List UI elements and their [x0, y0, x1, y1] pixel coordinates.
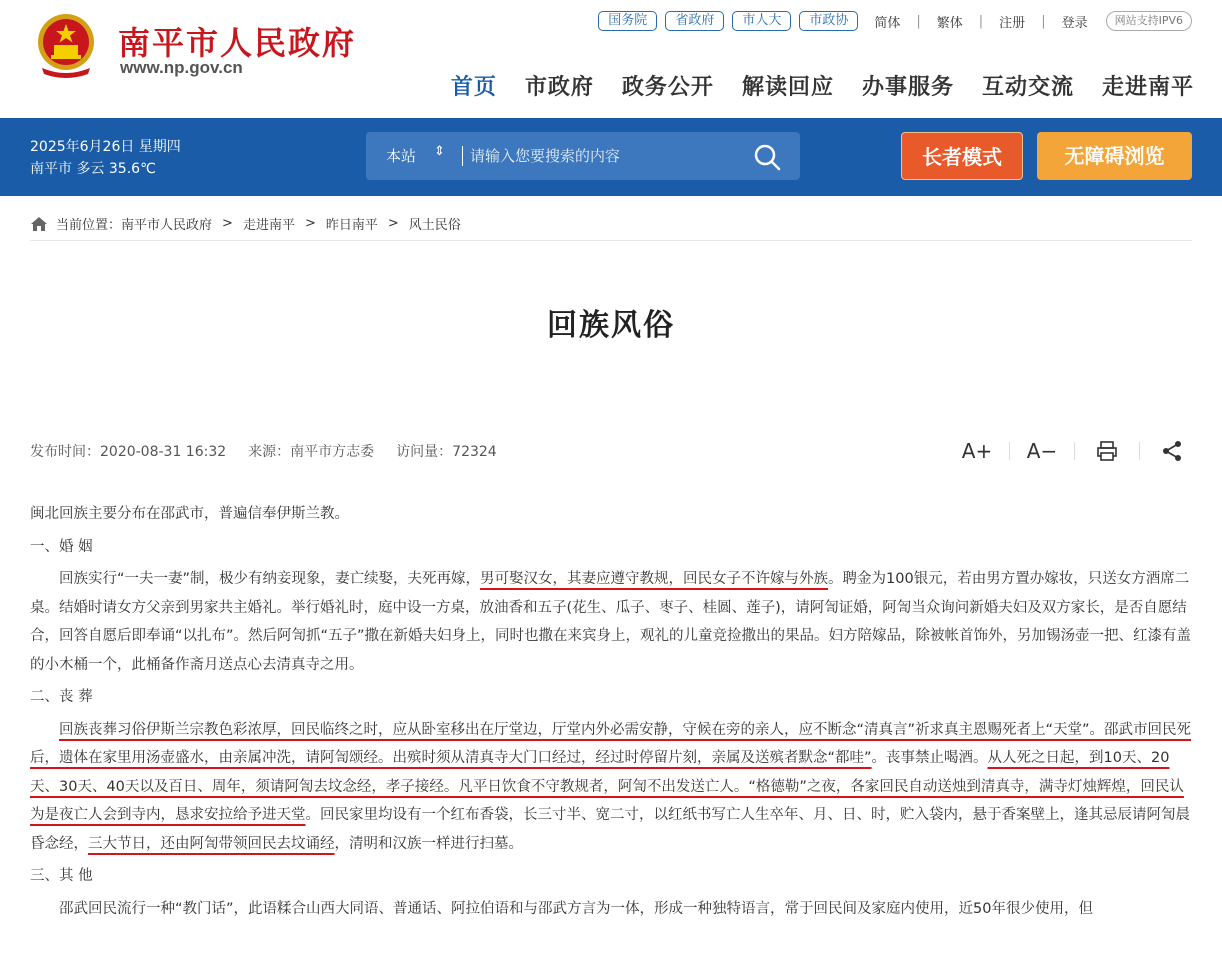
nav-services[interactable]: 办事服务	[861, 75, 954, 100]
breadcrumb-item-home[interactable]: 南平市人民政府	[121, 218, 213, 233]
breadcrumb-separator: >	[304, 216, 316, 231]
select-arrows-icon[interactable]: ⇕	[434, 144, 445, 159]
tool-divider	[1074, 442, 1075, 460]
main-nav	[423, 70, 1194, 101]
text-run: ，清明和汉族一样进行扫墓。	[334, 835, 523, 852]
section-heading-marriage: 一、婚 姻	[30, 538, 93, 555]
breadcrumb-item-about[interactable]: 走进南平	[242, 218, 295, 233]
link-simplified[interactable]: 简体	[874, 15, 901, 31]
search-icon[interactable]	[752, 142, 782, 172]
breadcrumb-item-history[interactable]: 昨日南平	[325, 218, 378, 233]
font-smaller-button[interactable]: A−	[1026, 439, 1058, 463]
search-input[interactable]	[470, 142, 740, 170]
separator: |	[916, 13, 921, 29]
highlighted-text: 回族丧葬习俗伊斯兰宗教色彩浓厚，回民临终之时，应从卧室移出在厅堂边，厅堂内外必需安静，守候在旁的亲人，应不断念“清真言”祈求真主恩赐死者上“天堂”。邵武市回民死后，遗体在家里用汤壶盛水，由亲属冲洗，请阿訇颂经。出殡时须从清真寺大门口经过，经过时停留片刻，亲属及送殡者默念“都哇”	[30, 721, 1192, 766]
paragraph-marriage	[30, 565, 1194, 679]
section-heading-other: 三、其 他	[30, 868, 93, 884]
site-header	[0, 0, 1222, 118]
current-date: 2025年6月26日 星期四	[30, 139, 181, 155]
highlighted-text: 男可娶汉女，其妻应遵守教规，回民女子不许嫁与外族	[480, 571, 829, 587]
breadcrumb-label: 当前位置：	[56, 218, 122, 233]
link-provincial-gov[interactable]: 省政府	[665, 11, 724, 31]
search-bar-area	[0, 118, 1222, 196]
nav-interpretation[interactable]: 解读回应	[741, 75, 834, 100]
tool-divider	[1009, 442, 1010, 460]
link-login[interactable]: 登录	[1061, 15, 1088, 31]
breadcrumb-item-customs[interactable]: 风土民俗	[408, 218, 461, 233]
view-count: 访问量：72324	[396, 444, 497, 460]
nav-gov-affairs[interactable]: 政务公开	[621, 75, 714, 100]
accessible-browse-button[interactable]: 无障碍浏览	[1037, 132, 1192, 180]
text-run: 回族实行“一夫一妻”制，极少有纳妾现象，妻亡续娶，夫死再嫁，	[59, 571, 481, 587]
elder-mode-button[interactable]: 长者模式	[901, 132, 1023, 180]
paragraph-funeral	[30, 716, 1194, 859]
weather: 南平市 多云 35.6℃	[30, 161, 156, 177]
article-tools	[957, 434, 1192, 468]
link-register[interactable]: 注册	[999, 15, 1026, 31]
breadcrumb-separator: >	[222, 216, 233, 231]
publish-time: 发布时间：2020-08-31 16:32	[30, 444, 227, 460]
tool-divider	[1139, 442, 1140, 460]
link-traditional[interactable]: 繁体	[936, 15, 963, 31]
article-meta	[30, 441, 519, 461]
site-url[interactable]: www.np.gov.cn	[120, 58, 243, 77]
search-box	[366, 132, 800, 180]
link-city-congress[interactable]: 市人大	[732, 11, 791, 31]
article-body	[30, 500, 1194, 927]
search-divider	[462, 146, 463, 166]
ipv6-badge: 网站支持IPV6	[1106, 11, 1192, 31]
share-icon[interactable]	[1152, 440, 1192, 462]
article-source: 来源：南平市方志委	[248, 444, 375, 460]
link-state-council[interactable]: 国务院	[598, 11, 657, 31]
highlighted-text: 三大节日，还由阿訇带领回民去坟诵经	[88, 835, 335, 852]
search-scope-select[interactable]: 本站	[386, 147, 417, 165]
breadcrumb-separator: >	[387, 216, 399, 231]
text-run: 。聘金为100银元，若由男方置办嫁妆，只送女方酒席二桌。结婚时请女方父亲到男家共主婚礼。举行婚礼时，庭中设一方桌，放油香和五子(花生、瓜子、枣子、桂圆、莲子)，请阿訇证婚，阿訇当众询问新婚夫妇及双方家长，是否自愿结合，回答自愿后即奉诵“以扎布”。然后阿訇抓“五子”撒在新婚夫妇身上，同时也撒在来宾身上，观礼的儿童竞捡撒出的果品。妇方陪嫁品，除被帐首饰外，另加锡汤壶一把、红漆有盖的小木桶一个，此桶备作斋月送点心去清真寺之用。	[30, 571, 1192, 673]
text-run: 。丧事禁止喝酒。	[871, 750, 988, 766]
home-icon	[30, 216, 48, 232]
national-emblem-icon	[34, 12, 98, 80]
print-icon[interactable]	[1087, 440, 1127, 462]
article-title: 回族风俗	[547, 308, 675, 343]
date-weather	[30, 136, 181, 180]
separator: |	[978, 13, 984, 29]
top-links	[590, 10, 1192, 32]
highlighted-text: 从人死之日起，到10天、20天、30天、40天以及百日、周年，须请阿訇去坟念经，孝子接经。凡平日饮食不守教规者，阿訇不出发送亡人。“格德勒”之夜，各家回民自动送烛到清真寺，满寺灯烛辉煌，回民认为是夜亡人会到寺内，恳求安拉给予进天堂	[30, 750, 1184, 823]
text-run: 。回民家里均设有一个红布香袋，长三寸半、宽二寸，以红纸书写亡人生卒年、月、日、时，贮入袋内，悬于香案壁上，逢其忌辰请阿訇晨昏念经，	[30, 807, 1190, 852]
link-city-cppcc[interactable]: 市政协	[799, 11, 858, 31]
section-heading-funeral: 二、丧 葬	[30, 689, 93, 705]
site-name[interactable]: 南平市人民政府	[118, 24, 357, 62]
nav-home[interactable]: 首页	[450, 75, 497, 100]
nav-about-nanping[interactable]: 走进南平	[1101, 75, 1194, 100]
intro-paragraph: 闽北回族主要分布在邵武市，普遍信奉伊斯兰教。	[30, 506, 349, 522]
font-larger-button[interactable]: A+	[961, 439, 993, 463]
paragraph-other: 邵武回民流行一种“教门话”，此语糅合山西大同语、普通话、阿拉伯语和与邵武方言为一体，形成一种独特语言，常于回民间及家庭内使用，近50年很少使用，但	[59, 900, 1093, 917]
nav-interaction[interactable]: 互动交流	[981, 75, 1074, 100]
breadcrumb	[30, 207, 1192, 241]
separator: |	[1041, 13, 1046, 29]
nav-city-gov[interactable]: 市政府	[524, 75, 594, 100]
